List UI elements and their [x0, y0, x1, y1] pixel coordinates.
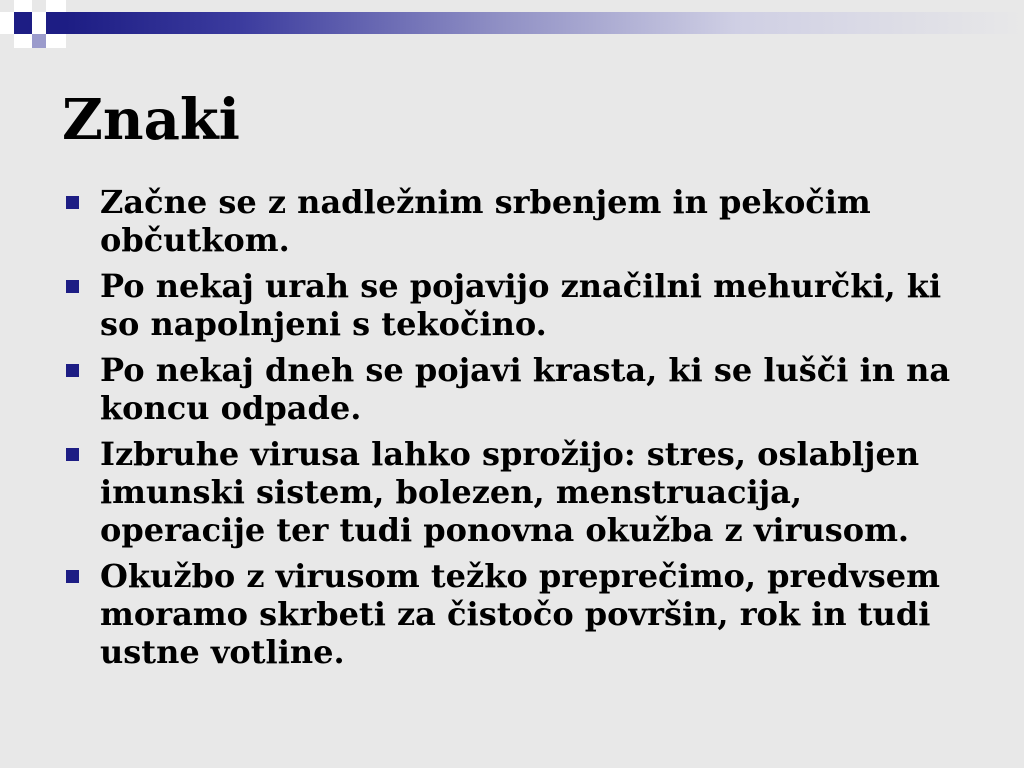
bullet-text: Po nekaj dneh se pojavi krasta, ki se lušči in na koncu odpade.	[100, 351, 951, 427]
square-bullet-icon	[66, 570, 79, 583]
bullet-text: Izbruhe virusa lahko sprožijo: stres, oslabljen imunski sistem, bolezen, menstruacija, operacije ter tudi ponovna okužba z virusom.	[100, 435, 920, 549]
square-bullet-icon	[66, 280, 79, 293]
deco-square	[14, 34, 32, 48]
square-bullet-icon	[66, 448, 79, 461]
square-bullet-icon	[66, 196, 79, 209]
bullet-text: Po nekaj urah se pojavijo značilni mehurčki, ki so napolnjeni s tekočino.	[100, 267, 942, 343]
header-gradient-bar	[66, 12, 1024, 34]
bullet-item	[62, 351, 962, 427]
slide-title: Znaki	[62, 87, 240, 153]
deco-square	[0, 12, 14, 34]
deco-square	[14, 12, 32, 34]
bullet-item	[62, 267, 962, 343]
bullet-text: Začne se z nadležnim srbenjem in pekočim občutkom.	[100, 183, 871, 259]
deco-square	[32, 12, 46, 34]
bullet-text: Okužbo z virusom težko preprečimo, predvsem moramo skrbeti za čistočo površin, rok in tudi ustne votline.	[100, 557, 940, 671]
deco-square	[46, 12, 66, 34]
bullet-item	[62, 435, 962, 549]
deco-square	[32, 34, 46, 48]
square-bullet-icon	[66, 364, 79, 377]
deco-square	[46, 0, 66, 12]
deco-square	[14, 0, 32, 12]
bullet-item	[62, 557, 962, 671]
bullet-list	[62, 183, 962, 679]
bullet-item	[62, 183, 962, 259]
deco-square	[46, 34, 66, 48]
